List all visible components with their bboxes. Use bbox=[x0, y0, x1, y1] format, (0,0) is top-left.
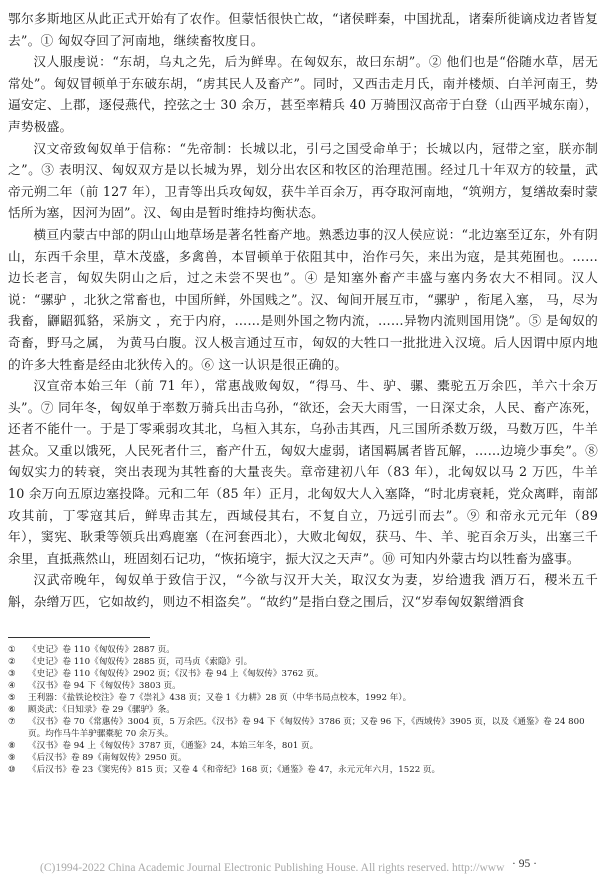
footnote-mark: ⑩ bbox=[8, 764, 16, 775]
body-paragraph: 横亘内蒙古中部的阴山山地草场是著名牲畜产地。熟悉边事的汉人侯应说：“北边塞至辽东，外有阴山，东西千余里，草木茂盛，多禽兽，本冒顿单于依阻其中，治作弓矢，来出为寇，是其苑囿也。……边长老言，匈奴失阴山之后，过之未尝不哭也”。④ 是知塞外畜产丰盛与塞内务农大不相同。汉人说：“骡驴 ，北狄之常畜也，中国所鲜，外国贱之”。汉、匈间开展互市，“骡驴 ，衔尾入塞， 马，尽为我畜，鼲鼦狐貉，采旃文 ，充于内府，……是则外国之物内流，……异物内流则国用饶”。⑤ 是匈奴的奇畜，野马之属， 为黄马白腹。汉人极言通过互市，匈奴的大牲口一批批进入汉境。后人因谓中原内地的许多大牲畜是经由北狄传入的。⑥ 这一认识是很正确的。 bbox=[8, 226, 598, 372]
footnote bbox=[8, 752, 598, 764]
article-body bbox=[8, 8, 598, 613]
body-paragraph: 汉文帝致匈奴单于信称：“先帝制：长城以北，引弓之国受命单于；长城以内，冠带之室，朕亦制之”。③ 表明汉、匈奴双方是以长城为界，划分出农区和牧区的治理范围。经过几十年双方的较量，武帝元朔二年（前 127 年），卫青等出兵攻匈奴，获牛羊百余万，再夺取河南地，“筑朔方，复缮故秦时蒙恬所为塞，因河为固”。汉、匈由是暂时维持均衡状态。 bbox=[8, 140, 598, 221]
footnote-text: 《史记》卷 110《匈奴传》2887 页。 bbox=[28, 644, 175, 655]
footnote-text: 王利器：《盐铁论校注》卷 7《崇礼》438 页；又卷 1《力耕》28 页（中华书局点校本，1992 年）。 bbox=[28, 692, 412, 703]
body-paragraph: 鄂尔多斯地区从此正式开始有了农作。但蒙恬很快亡故，“诸侯畔秦，中国扰乱，诸秦所徙谪戍边者皆复去”。① 匈奴夺回了河南地，继续畜牧度日。 bbox=[8, 11, 598, 48]
footnote bbox=[8, 692, 598, 704]
footnotes bbox=[8, 644, 598, 776]
footnote-mark: ⑤ bbox=[8, 692, 16, 703]
footnote-mark: ⑦ bbox=[8, 716, 16, 727]
body-paragraph: 汉人服虔说：“东胡，乌丸之先，后为鲜卑。在匈奴东，故曰东胡”。② 他们也是“俗随水草，居无常处”。匈奴冒顿单于东破东胡，“虏其民人及畜产”。同时，又西击走月氏，南并楼烦、白羊河南王，势逼安定、上郡，逐侵燕代，控弦之士 30 余万，甚至率精兵 40 万骑围汉高帝于白登（山西平城东南），声势极盛。 bbox=[8, 54, 598, 134]
footnote-text: 《后汉书》卷 23《窦宪传》815 页；又卷 4《和帝纪》168 页；《通鉴》卷 47，永元元年六月，1522 页。 bbox=[28, 764, 441, 775]
footnote-text: 《汉书》卷 94 下《匈奴传》3803 页。 bbox=[28, 680, 181, 691]
footnote bbox=[8, 644, 598, 656]
footnote bbox=[8, 740, 598, 752]
footnote bbox=[8, 704, 598, 716]
footnote bbox=[8, 656, 598, 668]
footnote bbox=[8, 764, 598, 776]
footnote-mark: ① bbox=[8, 644, 16, 655]
footnote-separator bbox=[8, 637, 150, 638]
footnote-text: 《史记》卷 110《匈奴传》2885 页，司马贞《索隐》引。 bbox=[28, 656, 253, 667]
page-number: · 95 · bbox=[512, 858, 537, 870]
footnote-text: 《后汉书》卷 89《南匈奴传》2950 页。 bbox=[28, 752, 187, 763]
footnote-text: 《汉书》卷 70《常惠传》3004 页，5 万余匹。《汉书》卷 94 下《匈奴传》3786 页；又卷 96 下，《西域传》3905 页，以及《通鉴》卷 24 800 页。均作马牛羊驴骡橐驼 70 余万头。 bbox=[28, 716, 585, 739]
footnote-mark: ⑥ bbox=[8, 704, 16, 715]
footnote-text: 《汉书》卷 94 上《匈奴传》3787 页，《通鉴》24，本始三年冬，801 页。 bbox=[28, 740, 319, 751]
footnote-text: 《史记》卷 110《匈奴传》2902 页；《汉书》卷 94 上《匈奴传》3762 页。 bbox=[28, 668, 324, 679]
footnote bbox=[8, 716, 598, 740]
footnote-mark: ④ bbox=[8, 680, 16, 691]
body-paragraph: 汉武帝晚年，匈奴单于致信于汉，“今欲与汉开大关，取汉女为妻，岁给遗我 酒万石，稷米五千斛，杂缯万匹，它如故约，则边不相盗矣”。“故约”是指白登之围后，汉“岁奉匈奴絮缯酒食 bbox=[8, 572, 598, 610]
body-paragraph: 汉宣帝本始三年（前 71 年），常惠战败匈奴，“得马、牛、驴、骡、橐驼五万余匹，羊六十余万头”。⑦ 同年冬，匈奴单于率数万骑兵出击乌孙，“欲还，会天大雨雪，一日深丈余，人民、畜产冻死，还者不能什一。于是丁零乘弱攻其北，乌桓入其东，乌孙击其西，凡三国所杀数万级，马数万匹，牛羊甚众。又重以饿死，人民死者什三，畜产什五，匈奴大虚弱，诸国羁属者皆瓦解，……边境少事矣”。⑧ 匈奴实力的转衰，突出表现为其牲畜的大量丧失。章帝建初八年（83 年），北匈奴以马 2 万匹，牛羊 10 余万向五原边塞投降。元和二年（85 年）正月，北匈奴大人入塞降，“时北虏衰耗，党众离畔，南部攻其前，丁零寇其后，鲜卑击其左，西域侵其右，不复自立，乃远引而去”。⑨ 和帝永元元年（89 年），窦宪、耿秉等领兵出鸡鹿塞（在河套西北），大败北匈奴，获马、牛、羊、驼百余万头，出塞三千余里，直抵燕然山，班固刻石记功，“恢拓境宇，振大汉之天声”。⑩ 可知内外蒙古均以牲畜为盛事。 bbox=[8, 378, 598, 566]
document-page bbox=[8, 8, 598, 776]
footnote-text: 顾炎武：《日知录》卷 29《骡驴》条。 bbox=[28, 704, 175, 715]
footnote-mark: ⑨ bbox=[8, 752, 16, 763]
footnote-mark: ⑧ bbox=[8, 740, 16, 751]
footnote bbox=[8, 668, 598, 680]
copyright-line: (C)1994-2022 China Academic Journal Electronic Publishing House. All rights reserved. http://www bbox=[40, 862, 505, 874]
footnote bbox=[8, 680, 598, 692]
footnote-mark: ② bbox=[8, 656, 16, 667]
footnote-mark: ③ bbox=[8, 668, 16, 679]
